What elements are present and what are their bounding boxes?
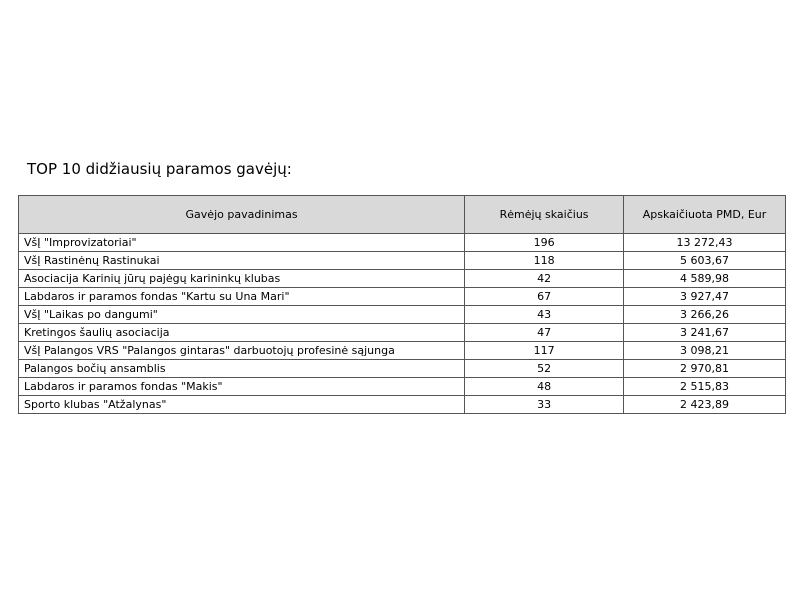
header-recipient-name: Gavėjo pavadinimas	[19, 196, 465, 234]
cell-calculated-amount: 5 603,67	[624, 252, 786, 270]
page-title: TOP 10 didžiausių paramos gavėjų:	[27, 160, 292, 178]
cell-calculated-amount: 13 272,43	[624, 234, 786, 252]
table-row	[19, 288, 786, 306]
table-row	[19, 324, 786, 342]
cell-supporter-count: 196	[465, 234, 624, 252]
cell-supporter-count: 33	[465, 396, 624, 414]
table-row	[19, 306, 786, 324]
table-header-row	[19, 196, 786, 234]
cell-calculated-amount: 3 927,47	[624, 288, 786, 306]
cell-recipient-name: Labdaros ir paramos fondas "Makis"	[19, 378, 465, 396]
cell-calculated-amount: 2 423,89	[624, 396, 786, 414]
cell-supporter-count: 118	[465, 252, 624, 270]
header-calculated-amount: Apskaičiuota PMD, Eur	[624, 196, 786, 234]
cell-recipient-name: Palangos bočių ansamblis	[19, 360, 465, 378]
table-row	[19, 252, 786, 270]
cell-recipient-name: Labdaros ir paramos fondas "Kartu su Una Mari"	[19, 288, 465, 306]
cell-supporter-count: 42	[465, 270, 624, 288]
cell-supporter-count: 43	[465, 306, 624, 324]
cell-calculated-amount: 2 970,81	[624, 360, 786, 378]
cell-supporter-count: 117	[465, 342, 624, 360]
recipients-table	[18, 195, 786, 414]
cell-recipient-name: VšĮ Palangos VRS "Palangos gintaras" darbuotojų profesinė sąjunga	[19, 342, 465, 360]
cell-calculated-amount: 3 266,26	[624, 306, 786, 324]
cell-recipient-name: VšĮ Rastinėnų Rastinukai	[19, 252, 465, 270]
cell-recipient-name: Kretingos šaulių asociacija	[19, 324, 465, 342]
cell-recipient-name: VšĮ "Laikas po dangumi"	[19, 306, 465, 324]
cell-calculated-amount: 4 589,98	[624, 270, 786, 288]
header-supporter-count: Rėmėjų skaičius	[465, 196, 624, 234]
cell-recipient-name: Sporto klubas "Atžalynas"	[19, 396, 465, 414]
table-row	[19, 270, 786, 288]
cell-supporter-count: 48	[465, 378, 624, 396]
cell-supporter-count: 47	[465, 324, 624, 342]
cell-supporter-count: 67	[465, 288, 624, 306]
cell-calculated-amount: 2 515,83	[624, 378, 786, 396]
cell-supporter-count: 52	[465, 360, 624, 378]
cell-calculated-amount: 3 098,21	[624, 342, 786, 360]
cell-calculated-amount: 3 241,67	[624, 324, 786, 342]
cell-recipient-name: VšĮ "Improvizatoriai"	[19, 234, 465, 252]
table-row	[19, 342, 786, 360]
table-row	[19, 396, 786, 414]
cell-recipient-name: Asociacija Karinių jūrų pajėgų karininkų klubas	[19, 270, 465, 288]
table-row	[19, 234, 786, 252]
table-row	[19, 360, 786, 378]
table-row	[19, 378, 786, 396]
